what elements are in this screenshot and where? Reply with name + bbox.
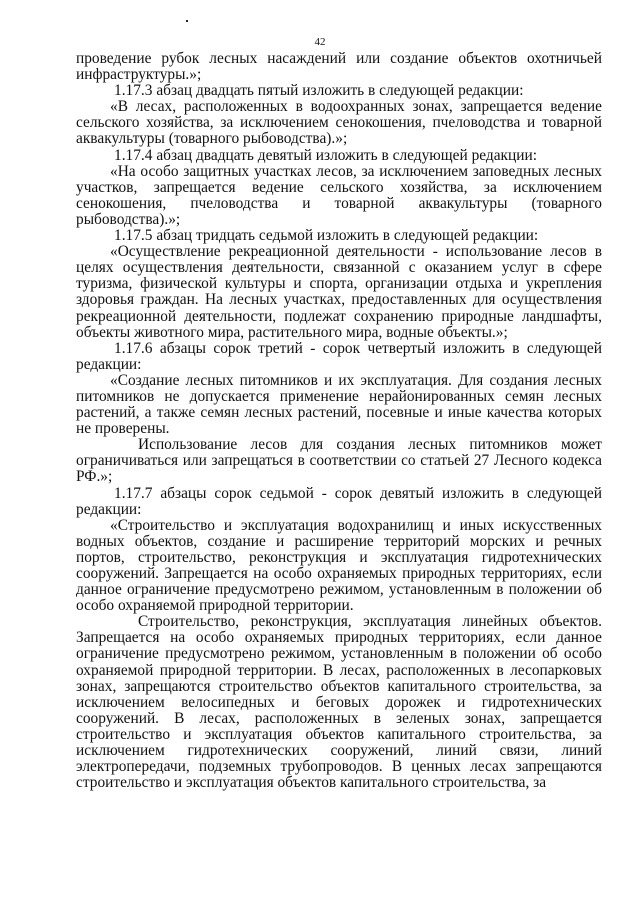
paragraph-quote-5: «Строительство и эксплуатация водохранилищ и иных искусственных водных объектов, создание и расширение территорий морских и речных портов, строительство, реконструкция и эксплуатация гидротехнических сооружений. Запрещается на особо охраняемых природных территориях, если данное ограничение предусмотрено режимом, установленным в положении об особо охраняемой природной территории.	[76, 516, 602, 615]
paragraph-quote-4-continued: Использование лесов для создания лесных питомников может ограничиваться или запрещаться в соответствии со статьей 27 Лесного кодекса РФ.»;	[76, 436, 602, 486]
paragraph-quote-5-continued: Строительство, реконструкция, эксплуатация линейных объектов. Запрещается на особо охраняемых природных территориях, если данное ограничение предусмотрено режимом, установленным в положении об особо охраняемой природной территории. В лесах, расположенных в лесопарковых зонах, запрещаются строительство объектов капитального строительства, за исключением велосипедных и беговых дорожек и гидротехнических сооружений. В лесах, расположенных в зеленых зонах, запрещается строительство и эксплуатация объектов капитального строительства, за исключением гидротехнических сооружений, линий связи, линий электропередачи, подземных трубопроводов. В ценных лесах запрещаются строительство и эксплуатация объектов капитального строительства, за	[76, 613, 602, 792]
page-number: 42	[314, 36, 326, 48]
scan-speck	[186, 20, 188, 22]
paragraph-item-1-17-7: 1.17.7 абзацы сорок седьмой - сорок девятый изложить в следующей редакции:	[76, 484, 602, 518]
paragraph-quote-1: «В лесах, расположенных в водоохранных зонах, запрещается ведение сельского хозяйства, за исключением сенокошения, пчеловодства и товарной аквакультуры (товарного рыбоводства).»;	[76, 98, 602, 148]
paragraph-quote-4: «Создание лесных питомников и их эксплуатация. Для создания лесных питомников не допускается применение нерайонированных семян лесных растений, а также семян лесных растений, посевные и иные качества которых не проверены.	[76, 371, 602, 438]
paragraph-continuation: проведение рубок лесных насаждений или создание объектов охотничьей инфраструктуры.»;	[76, 50, 602, 84]
paragraph-item-1-17-3: 1.17.3 абзац двадцать пятый изложить в следующей редакции:	[114, 82, 524, 100]
paragraph-item-1-17-5: 1.17.5 абзац тридцать седьмой изложить в следующей редакции:	[114, 227, 539, 245]
body-text	[76, 51, 602, 791]
paragraph-item-1-17-6: 1.17.6 абзацы сорок третий - сорок четвертый изложить в следующей редакции:	[76, 339, 602, 373]
paragraph-item-1-17-4: 1.17.4 абзац двадцать девятый изложить в следующей редакции:	[114, 146, 538, 164]
paragraph-quote-3: «Осуществление рекреационной деятельности - использование лесов в целях осуществления деятельности, связанной с оказанием услуг в сфере туризма, физической культуры и спорта, организации отдыха и укрепления здоровья граждан. На лесных участках, предоставленных для осуществления рекреационной деятельности, подлежат сохранению природные ландшафты, объекты животного мира, растительного мира, водные объекты.»;	[76, 243, 602, 341]
paragraph-quote-2: «На особо защитных участках лесов, за исключением заповедных лесных участков, запрещается ведение сельского хозяйства, за исключением сенокошения, пчеловодства и товарной аквакультуры (товарного рыбоводства).»;	[76, 162, 602, 228]
